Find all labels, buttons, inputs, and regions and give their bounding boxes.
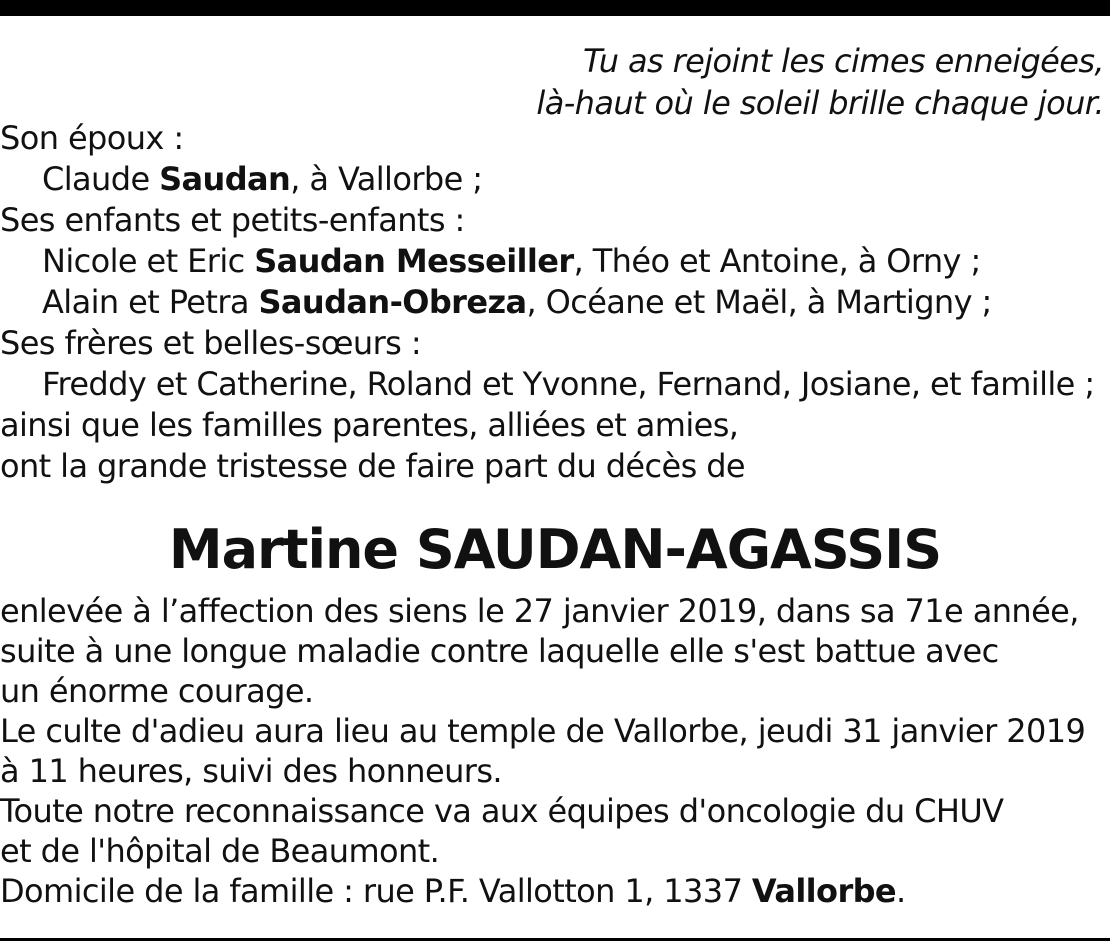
address-town: Vallorbe (751, 872, 897, 910)
announcement-line: ont la grande tristesse de faire part du décès de (0, 447, 746, 485)
siblings-entry: Freddy et Catherine, Roland et Yvonne, Fernand, Josiane, et famille ; (42, 365, 1095, 403)
deceased-name: Martine SAUDAN-AGASSIS (168, 518, 942, 581)
spouse-heading: Son époux : (0, 119, 184, 157)
spouse-location: , à Vallorbe ; (290, 160, 483, 198)
child2-first-names: Alain et Petra (42, 283, 259, 321)
details-line: suite à une longue maladie contre laquelle elle s'est battue avec (0, 632, 999, 670)
epigraph (536, 40, 1104, 124)
child-entry-1 (0, 241, 1095, 282)
child2-rest: , Océane et Maël, à Martigny ; (526, 283, 992, 321)
epigraph-line: Tu as rejoint les cimes enneigées, (582, 42, 1104, 80)
children-heading: Ses enfants et petits-enfants : (0, 201, 465, 239)
top-rule (0, 0, 1110, 16)
address-street: Domicile de la famille : rue P.F. Vallotton 1, 1337 (0, 872, 752, 910)
spouse-surname: Saudan (159, 160, 291, 198)
ceremony-line: à 11 heures, suivi des honneurs. (0, 752, 502, 790)
family-list (0, 118, 1095, 487)
thanks-line: et de l'hôpital de Beaumont. (0, 832, 440, 870)
spouse-first-name: Claude (42, 160, 160, 198)
child2-surname: Saudan-Obreza (258, 283, 527, 321)
address-end: . (896, 872, 906, 910)
details-line: un énorme courage. (0, 672, 314, 710)
others-line: ainsi que les familles parentes, alliées et amies, (0, 406, 739, 444)
child1-rest: , Théo et Antoine, à Orny ; (573, 242, 981, 280)
child1-surname: Saudan Messeiller (254, 242, 574, 280)
child1-first-names: Nicole et Eric (42, 242, 255, 280)
epigraph-line: là-haut où le soleil brille chaque jour. (536, 84, 1104, 122)
address-line (0, 871, 1085, 911)
siblings-heading: Ses frères et belles-sœurs : (0, 324, 421, 362)
thanks-line: Toute notre reconnaissance va aux équipes d'oncologie du CHUV (0, 792, 1004, 830)
bottom-rule (0, 938, 1110, 941)
ceremony-line: Le culte d'adieu aura lieu au temple de Vallorbe, jeudi 31 janvier 2019 (0, 712, 1086, 750)
details-line: enlevée à l’affection des siens le 27 janvier 2019, dans sa 71e année, (0, 592, 1079, 630)
details (0, 591, 1085, 911)
child-entry-2 (0, 282, 1095, 323)
spouse-entry (0, 159, 1095, 200)
